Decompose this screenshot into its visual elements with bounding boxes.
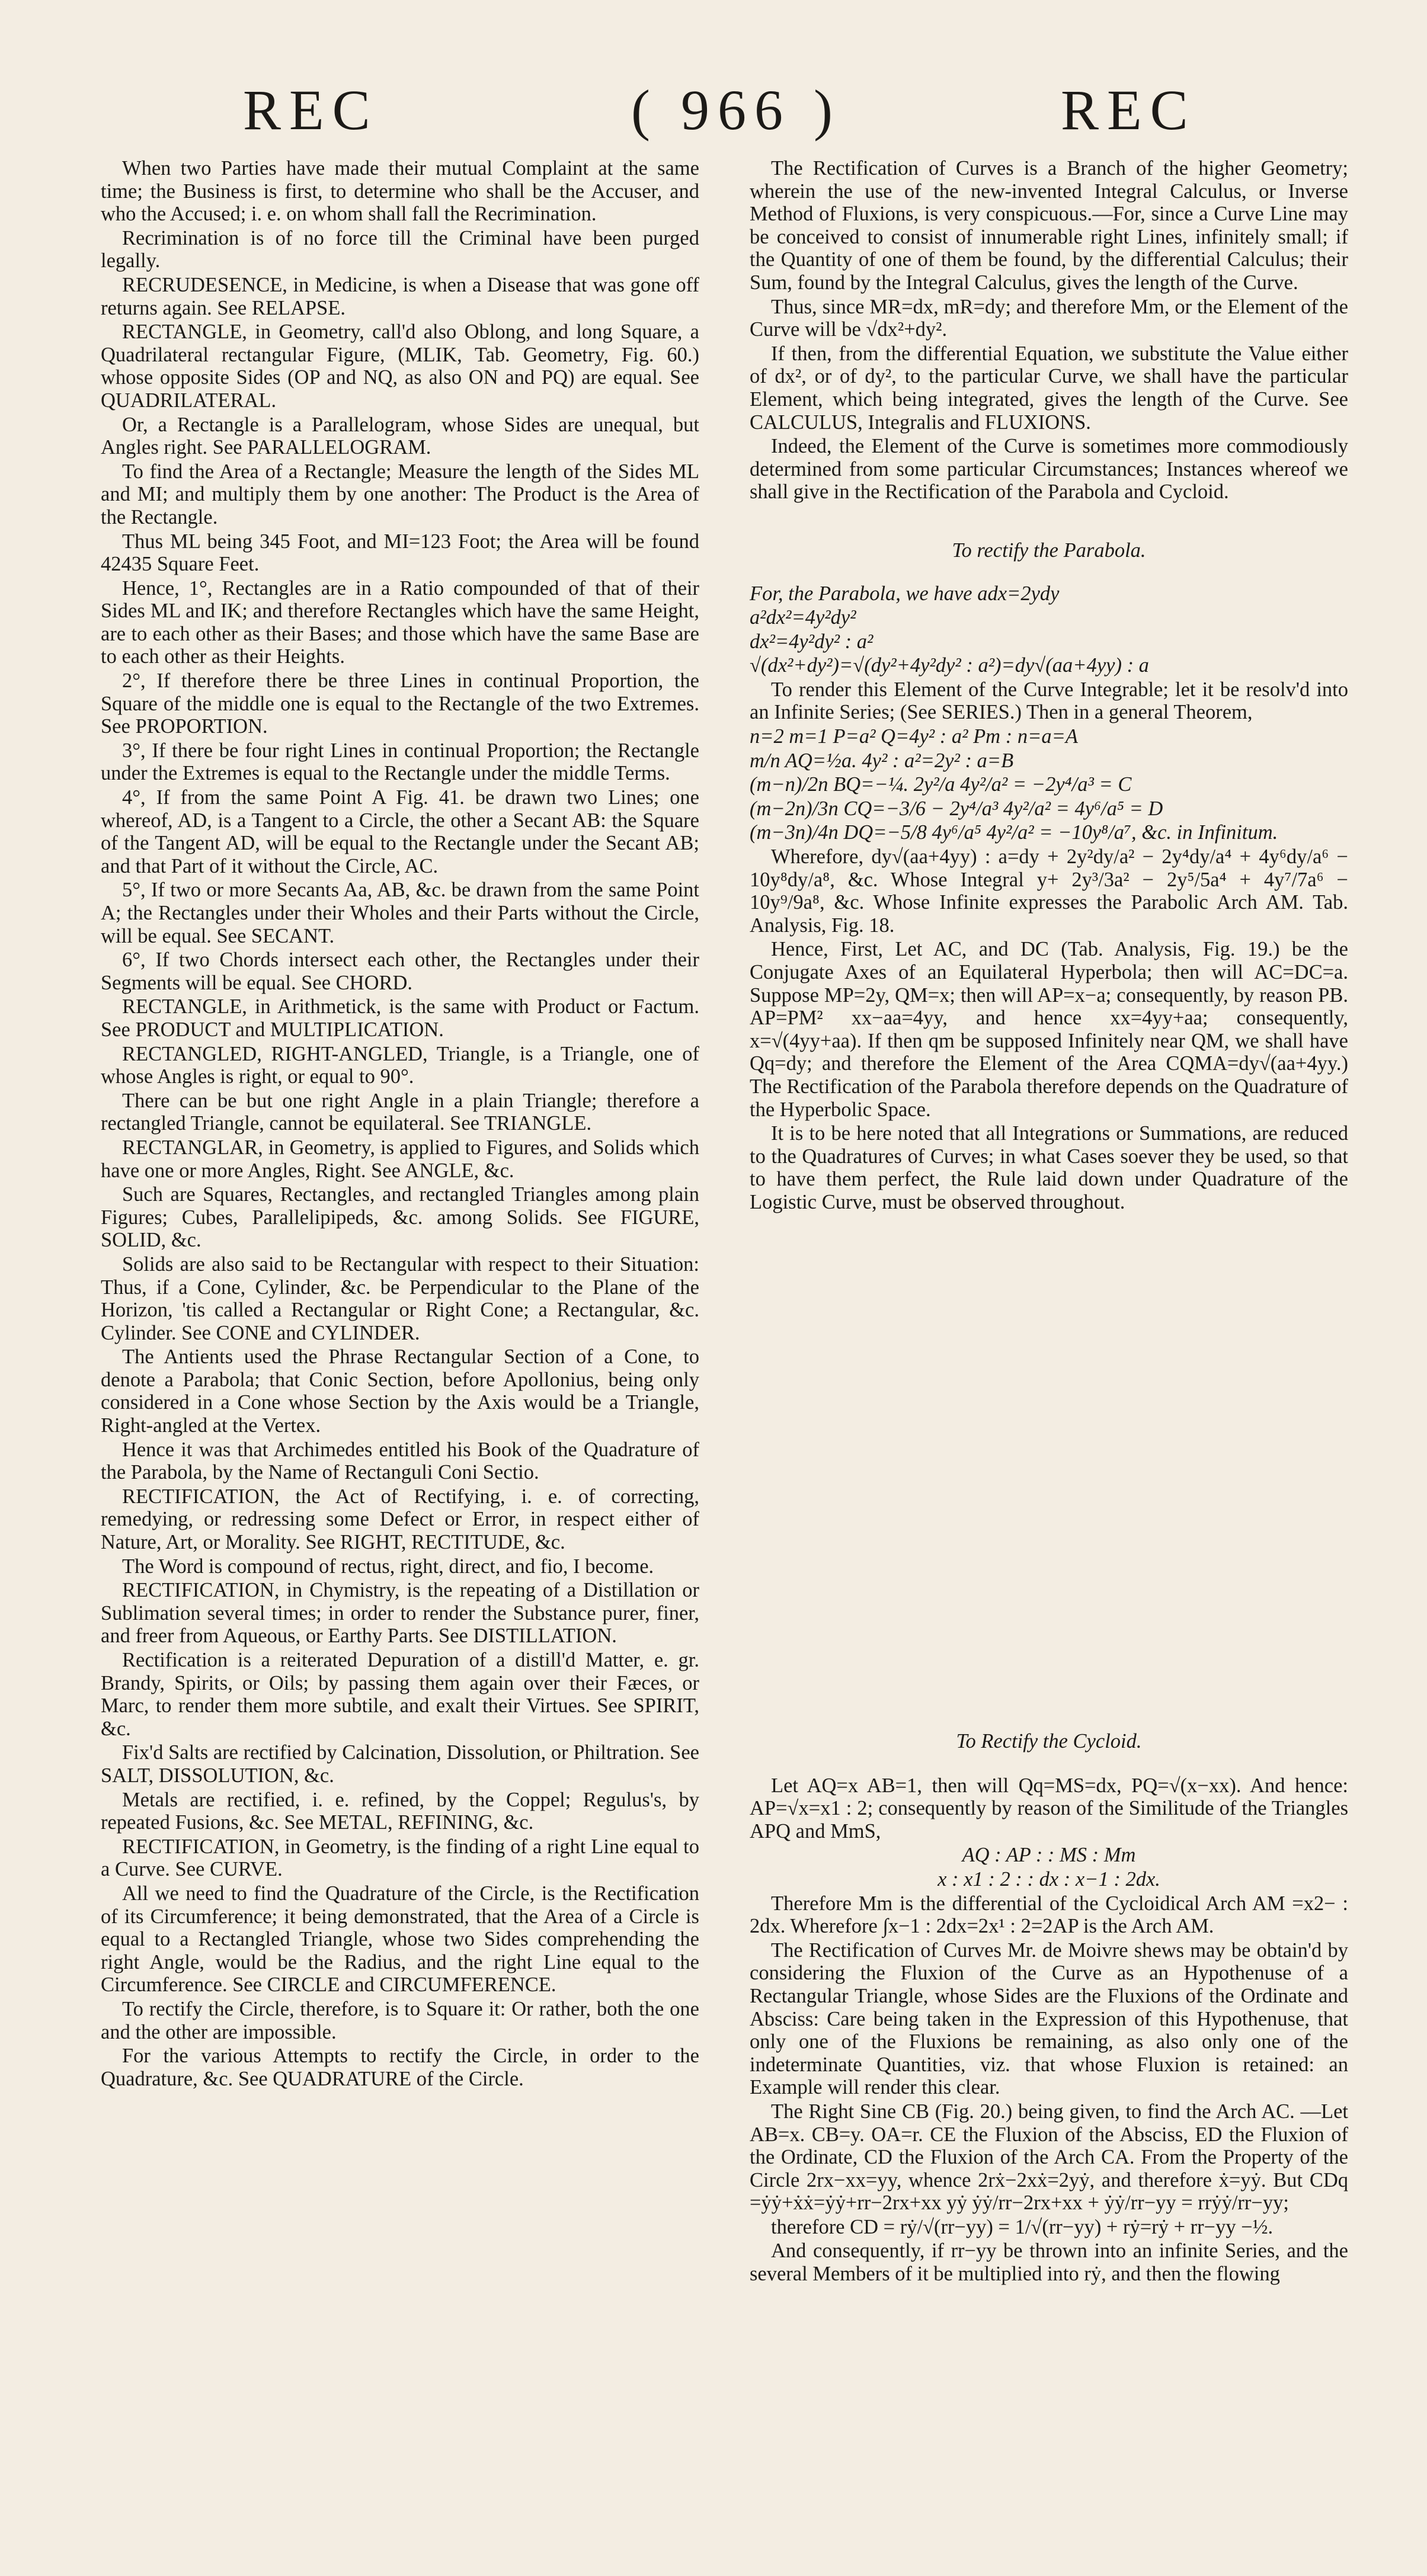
math-line: (m−n)/2n BQ=−¼. 2y²/a 4y²/a² = −2y⁴/a³ = C (750, 773, 1132, 796)
paragraph: RECTANGLED, RIGHT-ANGLED, Triangle, is a Triangle, one of whose Angles is right, or equal to 90°. (101, 1042, 699, 1088)
math-line: dx²=4y²dy² : a² (750, 630, 874, 653)
paragraph: Recrimination is of no force till the Criminal have been purged legally. (101, 226, 699, 273)
header-right: REC (1061, 78, 1196, 142)
paragraph: The Word is compound of rectus, right, direct, and fio, I become. (122, 1555, 654, 1578)
paragraph: Hence it was that Archimedes entitled his Book of the Quadrature of the Parabola, by the Name of Rectanguli Coni Sectio. (101, 1438, 699, 1484)
paragraph: Fix'd Salts are rectified by Calcination, Dissolution, or Philtration. See SALT, DISSOLUTION, &c. (101, 1741, 699, 1787)
paragraph: Wherefore, dy√(aa+4yy) : a=dy + 2y²dy/a² − 2y⁴dy/a⁴ + 4y⁶dy/a⁶ − 10y⁸dy/a⁸, &c. Whose Integral y+ 2y³/3a² − 2y⁵/5a⁴ + 4y⁷/7a⁶ − 10y⁹/9a⁸, &c. Whose Infinite expresses the Parabolic Arch AM. Tab. Analysis, Fig. 18. (750, 845, 1348, 937)
math-line: m/n AQ=½a. 4y² : a²=2y² : a=B (750, 749, 1014, 772)
paragraph: Solids are also said to be Rectangular with respect to their Situation: Thus, if a Cone, Cylinder, &c. be Perpendicular to the Plane of the Horizon, 'tis called a Rectangular or Right Cone; a Rectangular, &c. Cylinder. See CONE and CYLINDER. (101, 1252, 699, 1344)
paragraph: Thus ML being 345 Foot, and MI=123 Foot; the Area will be found 42435 Square Feet. (101, 530, 699, 576)
math-line: For, the Parabola, we have adx=2ydy (750, 582, 1060, 605)
paragraph: 4°, If from the same Point A Fig. 41. be drawn two Lines; one whereof, AD, is a Tangent to a Circle, the other a Secant AB: the Square of the Tangent AD, will be equal to the Rectangle under the Secant AB; and that Part of it without the Circle, AC. (101, 786, 699, 877)
math-line: (m−2n)/3n CQ=−3/6 − 2y⁴/a³ 4y²/a² = 4y⁶/a⁵ = D (750, 797, 1163, 820)
paragraph: 3°, If there be four right Lines in continual Proportion; the Rectangle under the Extremes is equal to the Rectangle under the middle Terms. (101, 739, 699, 785)
paragraph: There can be but one right Angle in a plain Triangle; therefore a rectangled Triangle, cannot be equilateral. See TRIANGLE. (101, 1089, 699, 1135)
math-line: a²dx²=4y²dy² (750, 606, 856, 629)
paragraph: RECTIFICATION, in Chymistry, is the repeating of a Distillation or Sublimation several times; in order to render the Substance purer, finer, and freer from Aqueous, or Earthy Parts. See DISTILLATION. (101, 1579, 699, 1648)
paragraph: Let AQ=x AB=1, then will Qq=MS=dx, PQ=√(x−xx). And hence: AP=√x=x1 : 2; consequently by reason of the Similitude of the Triangles APQ and MmS, (750, 1774, 1348, 1843)
section-title-parabola: To rectify the Parabola. (952, 539, 1146, 562)
paragraph: If then, from the differential Equation, we substitute the Value either of dx², or of dy², to the particular Curve, we shall have the particular Element, which being integrated, gives the length of the Curve. See CALCULUS, Integralis and FLUXIONS. (750, 342, 1348, 434)
left-column (101, 157, 699, 2091)
paragraph: Such are Squares, Rectangles, and rectangled Triangles among plain Figures; Cubes, Parallelipipeds, &c. among Solids. See FIGURE, SOLID, &c. (101, 1183, 699, 1252)
paragraph: RECRUDESENCE, in Medicine, is when a Disease that was gone off returns again. See RELAPSE. (101, 273, 699, 319)
paragraph: RECTIFICATION, in Geometry, is the finding of a right Line equal to a Curve. See CURVE. (101, 1835, 699, 1881)
paragraph: Thus, since MR=dx, mR=dy; and therefore Mm, or the Element of the Curve will be √dx²+dy². (750, 295, 1348, 341)
paragraph: RECTIFICATION, the Act of Rectifying, i. e. of correcting, remedying, or redressing some Defect or Error, in respect either of Nature, Art, or Morality. See RIGHT, RECTITUDE, &c. (101, 1485, 699, 1554)
paragraph: Rectification is a reiterated Depuration of a distill'd Matter, e. gr. Brandy, Spirits, or Oils; by passing them again over their Fæces, or Marc, to render them more subtile, and exalt their Virtues. See SPIRIT, &c. (101, 1649, 699, 1740)
paragraph: The Rectification of Curves Mr. de Moivre shews may be obtain'd by considering the Fluxion of the Curve as an Hypothenuse of a Rectangular Triangle, whose Sides are the Fluxions of the Ordinate and Absciss: Care being taken in the Expression of this Hypothenuse, that only one of the Fluxions be remaining, as also only one of the indeterminate Quantities, viz. that whose Fluxion is retained: an Example will render this clear. (750, 1939, 1348, 2099)
paragraph: To find the Area of a Rectangle; Measure the length of the Sides ML and MI; and multiply them by one another: The Product is the Area of the Rectangle. (101, 460, 699, 528)
paragraph: To rectify the Circle, therefore, is to Square it: Or rather, both the one and the other are impossible. (101, 1997, 699, 2043)
paragraph: 2°, If therefore there be three Lines in continual Proportion, the Square of the middle one is equal to the Rectangle of the two Extremes. See PROPORTION. (101, 669, 699, 738)
math-line: n=2 m=1 P=a² Q=4y² : a² Pm : n=a=A (750, 725, 1078, 748)
paragraph: When two Parties have made their mutual Complaint at the same time; the Business is first, to determine who shall be the Accuser, and who the Accused; i. e. on whom shall fall the Recrimination. (101, 157, 699, 226)
paragraph: Therefore Mm is the differential of the Cycloidical Arch AM =x2− : 2dx. Wherefore ∫x−1 : 2dx=2x¹ : 2=2AP is the Arch AM. (750, 1892, 1348, 1938)
section-title-cycloid: To Rectify the Cycloid. (956, 1730, 1142, 1752)
cycloid-section (750, 1730, 1348, 2287)
paragraph: Hence, 1°, Rectangles are in a Ratio compounded of that of their Sides ML and IK; and therefore Rectangles which have the same Height, are to each other as their Bases; and those which have the same Base are to each other as their Heights. (101, 576, 699, 668)
paragraph: therefore CD = rẏ/√(rr−yy) = 1/√(rr−yy) + rẏ=rẏ + rr−yy −½. (771, 2215, 1274, 2238)
paragraph: To render this Element of the Curve Integrable; let it be resolv'd into an Infinite Series; (See SERIES.) Then in a general Theorem, (750, 678, 1348, 724)
running-header (0, 77, 1427, 148)
math-line: AQ : AP : : MS : Mm (962, 1844, 1136, 1867)
paragraph: RECTANGLE, in Geometry, call'd also Oblong, and long Square, a Quadrilateral rectangular Figure, (MLIK, Tab. Geometry, Fig. 60.) whose opposite Sides (OP and NQ, as also ON and PQ) are equal. See QUADRILATERAL. (101, 321, 699, 412)
paragraph: For the various Attempts to rectify the Circle, in order to the Quadrature, &c. See QUADRATURE of the Circle. (101, 2045, 699, 2090)
math-line: (m−3n)/4n DQ=−5/8 4y⁶/a⁵ 4y²/a² = −10y⁸/a⁷, &c. in Infinitum. (750, 821, 1278, 844)
page-number: ( 966 ) (631, 78, 841, 142)
paragraph: RECTANGLE, in Arithmetick, is the same with Product or Factum. See PRODUCT and MULTIPLICATION. (101, 995, 699, 1041)
paragraph: It is to be here noted that all Integrations or Summations, are reduced to the Quadratures of Curves; in what Cases soever they be used, so that to have them perfect, the Rule laid down under Quadrature of the Logistic Curve, must be observed throughout. (750, 1122, 1348, 1213)
right-column (750, 157, 1348, 1215)
paragraph: RECTANGLAR, in Geometry, is applied to Figures, and Solids which have one or more Angles, Right. See ANGLE, &c. (101, 1136, 699, 1182)
paragraph: Metals are rectified, i. e. refined, by the Coppel; Regulus's, by repeated Fusions, &c. See METAL, REFINING, &c. (101, 1788, 699, 1834)
paragraph: The Rectification of Curves is a Branch of the higher Geometry; wherein the use of the new-invented Integral Calculus, or Inverse Method of Fluxions, is very conspicuous.—For, since a Curve Line may be conceived to consist of innumerable right Lines, infinitely small; if the Quantity of one of them be found, by the differential Calculus; their Sum, found by the Integral Calculus, gives the length of the Curve. (750, 157, 1348, 294)
paragraph: 6°, If two Chords intersect each other, the Rectangles under their Segments will be equal. See CHORD. (101, 949, 699, 994)
paragraph: 5°, If two or more Secants Aa, AB, &c. be drawn from the same Point A; the Rectangles under their Wholes and their Parts without the Circle, will be equal. See SECANT. (101, 879, 699, 947)
paragraph: Or, a Rectangle is a Parallelogram, whose Sides are unequal, but Angles right. See PARALLELOGRAM. (101, 413, 699, 459)
header-left: REC (243, 78, 379, 142)
paragraph: The Right Sine CB (Fig. 20.) being given, to find the Arch AC. —Let AB=x. CB=y. OA=r. CE the Fluxion of the Absciss, ED the Fluxion of the Ordinate, CD the Fluxion of the Arch CA. From the Property of the Circle 2rx−xx=yy, whence 2rẋ−2xẋ=2yẏ, and therefore ẋ=yẏ. But CDq =ẏẏ+ẋẋ=ẏẏ+rr−2rx+xx yẏ ẏẏ/rr−2rx+xx + ẏẏ/rr−yy = rrẏẏ/rr−yy; (750, 2100, 1348, 2215)
math-line: x : x1 : 2 : : dx : x−1 : 2dx. (938, 1867, 1160, 1891)
paragraph: And consequently, if rr−yy be thrown into an infinite Series, and the several Members of it be multiplied into rẏ, and then the flowing (750, 2239, 1348, 2286)
paragraph: Hence, First, Let AC, and DC (Tab. Analysis, Fig. 19.) be the Conjugate Axes of an Equilateral Hyperbola; then will AC=DC=a. Suppose MP=2y, QM=x; then will AP=x−a; consequently, by reason PB. AP=PM² xx−aa=4yy, and hence xx=4yy+aa; consequently, x=√(4yy+aa). If then qm be supposed Infinitely near QM, we shall have Qq=dy; and therefore the Element of the Area CQMA=dy√(aa+4yy.) The Rectification of the Parabola therefore depends on the Quadrature of the Hyperbolic Space. (750, 938, 1348, 1121)
paragraph: The Antients used the Phrase Rectangular Section of a Cone, to denote a Parabola; that Conic Section, before Apollonius, being only considered in a Cone whose Section by the Axis would be a Triangle, Right-angled at the Vertex. (101, 1345, 699, 1437)
paragraph: Indeed, the Element of the Curve is sometimes more commodiously determined from some particular Circumstances; Instances whereof we shall give in the Rectification of the Parabola and Cycloid. (750, 435, 1348, 504)
math-line: √(dx²+dy²)=√(dy²+4y²dy² : a²)=dy√(aa+4yy) : a (750, 654, 1149, 677)
paragraph: All we need to find the Quadrature of the Circle, is the Rectification of its Circumference; it being demonstrated, that the Area of a Circle is equal to a Rectangled Triangle, whose two Sides comprehending the right Angle, would be the Radius, and the right Line equal to the Circumference. See CIRCLE and CIRCUMFERENCE. (101, 1882, 699, 1997)
